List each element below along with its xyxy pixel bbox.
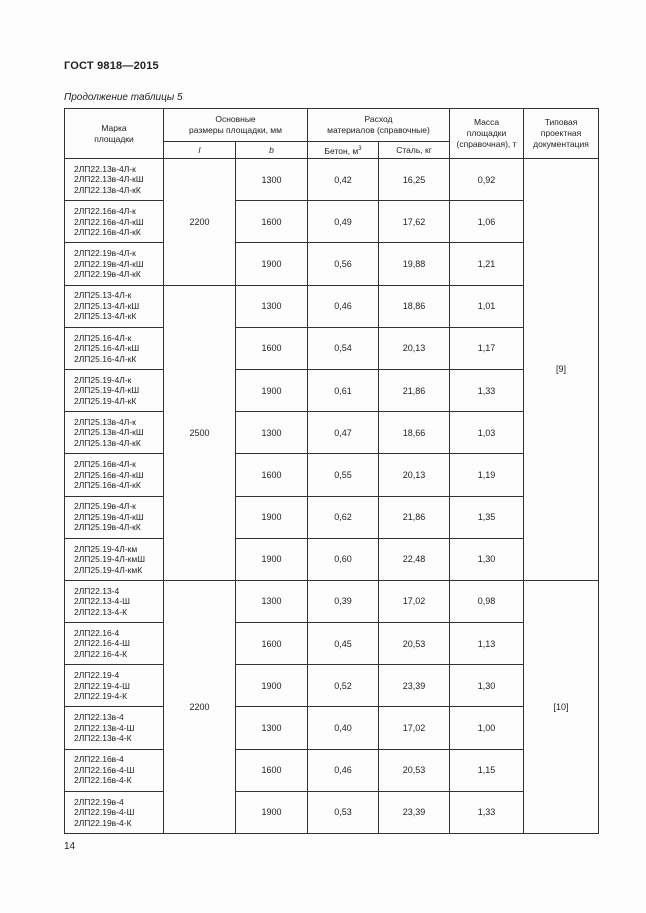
width-cell: 1900: [236, 243, 308, 285]
table-row: [65, 665, 599, 707]
mark-code: 2ЛП22.19в-4-Ш: [74, 807, 135, 818]
mark-code: 2ЛП22.19в-4-К: [74, 817, 132, 828]
mass-cell: 1,03: [450, 412, 524, 454]
mark-code: 2ЛП22.13в-4-Ш: [74, 722, 135, 733]
mark-code: 2ЛП22.16-4-К: [74, 648, 128, 659]
mark-cell: [65, 285, 164, 327]
header-consumption: [308, 109, 450, 142]
mark-cell: [65, 496, 164, 538]
header-docs-line: Типовая: [544, 117, 578, 127]
header-mass-line: Масса: [473, 117, 500, 127]
mark-code: 2ЛП25.19-4Л-к: [74, 374, 132, 385]
mark-code: 2ЛП22.19-4: [74, 670, 120, 681]
mark-code: 2ЛП25.13-4Л-кК: [74, 311, 137, 322]
concrete-cell: 0,46: [308, 285, 379, 327]
table-row: [65, 369, 599, 411]
table-caption: Продолжение таблицы 5: [64, 92, 183, 103]
mark-cell: [65, 369, 164, 411]
table-row: [65, 412, 599, 454]
steel-cell: 20,53: [379, 749, 450, 791]
header-mass-line: (справочная), т: [456, 139, 517, 149]
mass-cell: 1,30: [450, 538, 524, 580]
steel-cell: 18,86: [379, 285, 450, 327]
mass-cell: 1,21: [450, 243, 524, 285]
docs-cell: [10]: [524, 580, 599, 833]
mark-cell: [65, 243, 164, 285]
header-docs-line: документация: [533, 139, 589, 149]
mark-cell: [65, 412, 164, 454]
mark-code: 2ЛП22.13в-4: [74, 712, 124, 723]
steel-cell: 17,02: [379, 707, 450, 749]
mass-cell: 1,30: [450, 665, 524, 707]
header-sizes-line: Основные: [215, 114, 256, 124]
docs-cell: [9]: [524, 159, 599, 581]
header-mass: [450, 109, 524, 159]
table-row: [65, 243, 599, 285]
mark-cell: [65, 749, 164, 791]
mark-code: 2ЛП22.13-4: [74, 585, 120, 596]
mark-code: 2ЛП22.13-4-Ш: [74, 596, 130, 607]
mark-code: 2ЛП22.19в-4Л-к: [74, 248, 136, 259]
width-cell: 1900: [236, 369, 308, 411]
page-number: 14: [64, 841, 76, 852]
mass-cell: 1,33: [450, 369, 524, 411]
mark-cell: [65, 791, 164, 833]
width-cell: 1600: [236, 201, 308, 243]
concrete-cell: 0,53: [308, 791, 379, 833]
mark-code: 2ЛП22.19в-4: [74, 796, 124, 807]
mark-code: 2ЛП25.19-4Л-кмШ: [74, 554, 146, 565]
concrete-cell: 0,54: [308, 327, 379, 369]
width-cell: 1300: [236, 707, 308, 749]
table-header: [65, 109, 599, 159]
mark-code: 2ЛП22.16в-4Л-к: [74, 206, 136, 217]
steel-cell: 19,88: [379, 243, 450, 285]
concrete-cell: 0,56: [308, 243, 379, 285]
mark-code: 2ЛП22.19в-4Л-кК: [74, 269, 141, 280]
header-concrete: [308, 142, 379, 159]
header-concrete-label: Бетон, м: [324, 145, 359, 156]
mark-code: 2ЛП25.16-4Л-кШ: [74, 343, 140, 354]
header-concrete-sup: 3: [358, 145, 362, 152]
mark-code: 2ЛП25.16в-4Л-кШ: [74, 469, 144, 480]
mark-code: 2ЛП25.16-4Л-кК: [74, 353, 137, 364]
mark-cell: [65, 538, 164, 580]
concrete-cell: 0,52: [308, 665, 379, 707]
table-row: [65, 538, 599, 580]
mark-code: 2ЛП25.16в-4Л-к: [74, 459, 136, 470]
table-row: [65, 707, 599, 749]
specs-table: [64, 108, 599, 834]
mark-code: 2ЛП25.13в-4Л-кК: [74, 437, 141, 448]
header-steel: Сталь, кг: [379, 142, 450, 159]
header-mark-line: площадки: [94, 133, 134, 144]
header-consumption-line: Расход: [364, 114, 393, 124]
concrete-cell: 0,62: [308, 496, 379, 538]
width-cell: 1600: [236, 327, 308, 369]
table-row: [65, 327, 599, 369]
table-row: [65, 201, 599, 243]
table-row: [65, 580, 599, 622]
steel-cell: 20,13: [379, 454, 450, 496]
concrete-cell: 0,55: [308, 454, 379, 496]
steel-cell: 22,48: [379, 538, 450, 580]
header-docs-line: проектная: [540, 128, 582, 138]
mark-code: 2ЛП25.19-4Л-кмК: [74, 564, 143, 575]
mark-cell: [65, 159, 164, 201]
table-body: [65, 159, 599, 834]
concrete-cell: 0,46: [308, 749, 379, 791]
header-mark: [65, 109, 164, 159]
mark-code: 2ЛП25.13в-4Л-к: [74, 416, 136, 427]
mass-cell: 1,00: [450, 707, 524, 749]
mass-cell: 1,35: [450, 496, 524, 538]
mark-code: 2ЛП25.13-4Л-кШ: [74, 300, 140, 311]
table-row: [65, 285, 599, 327]
width-cell: 1300: [236, 159, 308, 201]
concrete-cell: 0,49: [308, 201, 379, 243]
steel-cell: 23,39: [379, 791, 450, 833]
steel-cell: 18,66: [379, 412, 450, 454]
mass-cell: 1,13: [450, 623, 524, 665]
mark-code: 2ЛП22.16-4-Ш: [74, 638, 130, 649]
concrete-cell: 0,45: [308, 623, 379, 665]
mark-code: 2ЛП22.16в-4-Ш: [74, 764, 135, 775]
width-cell: 1600: [236, 749, 308, 791]
header-sizes: [164, 109, 308, 142]
mark-code: 2ЛП22.13-4-К: [74, 606, 128, 617]
mark-code: 2ЛП25.19в-4Л-кШ: [74, 511, 144, 522]
concrete-cell: 0,40: [308, 707, 379, 749]
width-cell: 1900: [236, 665, 308, 707]
steel-cell: 17,02: [379, 580, 450, 622]
mass-cell: 1,01: [450, 285, 524, 327]
length-cell: 2200: [164, 580, 236, 833]
width-cell: 1900: [236, 538, 308, 580]
mark-cell: [65, 665, 164, 707]
mark-cell: [65, 623, 164, 665]
mark-code: 2ЛП25.13-4Л-к: [74, 290, 132, 301]
steel-cell: 20,13: [379, 327, 450, 369]
concrete-cell: 0,60: [308, 538, 379, 580]
width-cell: 1900: [236, 496, 308, 538]
mark-code: 2ЛП25.19в-4Л-кК: [74, 522, 141, 533]
mark-code: 2ЛП22.19в-4Л-кШ: [74, 258, 144, 269]
length-cell: 2200: [164, 159, 236, 286]
mark-code: 2ЛП22.19-4-К: [74, 691, 128, 702]
header-sizes-line: размеры площадки, мм: [189, 125, 282, 135]
mass-cell: 1,17: [450, 327, 524, 369]
length-cell: 2500: [164, 285, 236, 580]
mass-cell: 1,15: [450, 749, 524, 791]
mark-code: 2ЛП22.13в-4Л-кК: [74, 184, 141, 195]
concrete-cell: 0,61: [308, 369, 379, 411]
width-cell: 1900: [236, 791, 308, 833]
mark-code: 2ЛП25.19в-4Л-к: [74, 501, 136, 512]
width-cell: 1300: [236, 285, 308, 327]
mark-code: 2ЛП25.16-4Л-к: [74, 332, 132, 343]
width-cell: 1300: [236, 412, 308, 454]
concrete-cell: 0,42: [308, 159, 379, 201]
mark-code: 2ЛП25.13в-4Л-кШ: [74, 427, 144, 438]
mark-cell: [65, 327, 164, 369]
mark-code: 2ЛП22.16в-4: [74, 754, 124, 765]
steel-cell: 17,62: [379, 201, 450, 243]
mark-code: 2ЛП22.13в-4-К: [74, 733, 132, 744]
table-row: [65, 749, 599, 791]
table-row: [65, 791, 599, 833]
mark-cell: [65, 201, 164, 243]
mass-cell: 0,98: [450, 580, 524, 622]
header-docs: [524, 109, 599, 159]
table-row: [65, 496, 599, 538]
mark-code: 2ЛП25.16в-4Л-кК: [74, 480, 141, 491]
header-mark-line: Марка: [101, 122, 127, 133]
header-consumption-line: материалов (справочные): [327, 125, 430, 135]
mark-code: 2ЛП22.13в-4Л-к: [74, 163, 136, 174]
mark-code: 2ЛП25.19-4Л-кК: [74, 395, 137, 406]
table-row: [65, 623, 599, 665]
steel-cell: 20,53: [379, 623, 450, 665]
mark-code: 2ЛП22.16в-4Л-кШ: [74, 216, 144, 227]
concrete-cell: 0,47: [308, 412, 379, 454]
mass-cell: 1,06: [450, 201, 524, 243]
header-b: b: [236, 142, 308, 159]
mark-code: 2ЛП22.16в-4-К: [74, 775, 132, 786]
mark-code: 2ЛП22.19-4-Ш: [74, 680, 130, 691]
mark-cell: [65, 454, 164, 496]
mark-cell: [65, 580, 164, 622]
mass-cell: 1,33: [450, 791, 524, 833]
mark-code: 2ЛП22.16-4: [74, 627, 120, 638]
header-l: l: [164, 142, 236, 159]
mark-code: 2ЛП22.16в-4Л-кК: [74, 227, 141, 238]
table-row: [65, 159, 599, 201]
steel-cell: 16,25: [379, 159, 450, 201]
steel-cell: 23,39: [379, 665, 450, 707]
mass-cell: 1,19: [450, 454, 524, 496]
document-title: ГОСТ 9818—2015: [64, 60, 159, 72]
mass-cell: 0,92: [450, 159, 524, 201]
header-mass-line: площадки: [466, 128, 507, 138]
table-row: [65, 454, 599, 496]
steel-cell: 21,86: [379, 496, 450, 538]
mark-code: 2ЛП25.19-4Л-кШ: [74, 385, 140, 396]
width-cell: 1600: [236, 623, 308, 665]
concrete-cell: 0,39: [308, 580, 379, 622]
mark-code: 2ЛП25.19-4Л-км: [74, 543, 138, 554]
mark-cell: [65, 707, 164, 749]
width-cell: 1300: [236, 580, 308, 622]
width-cell: 1600: [236, 454, 308, 496]
steel-cell: 21,86: [379, 369, 450, 411]
mark-code: 2ЛП22.13в-4Л-кШ: [74, 174, 144, 185]
